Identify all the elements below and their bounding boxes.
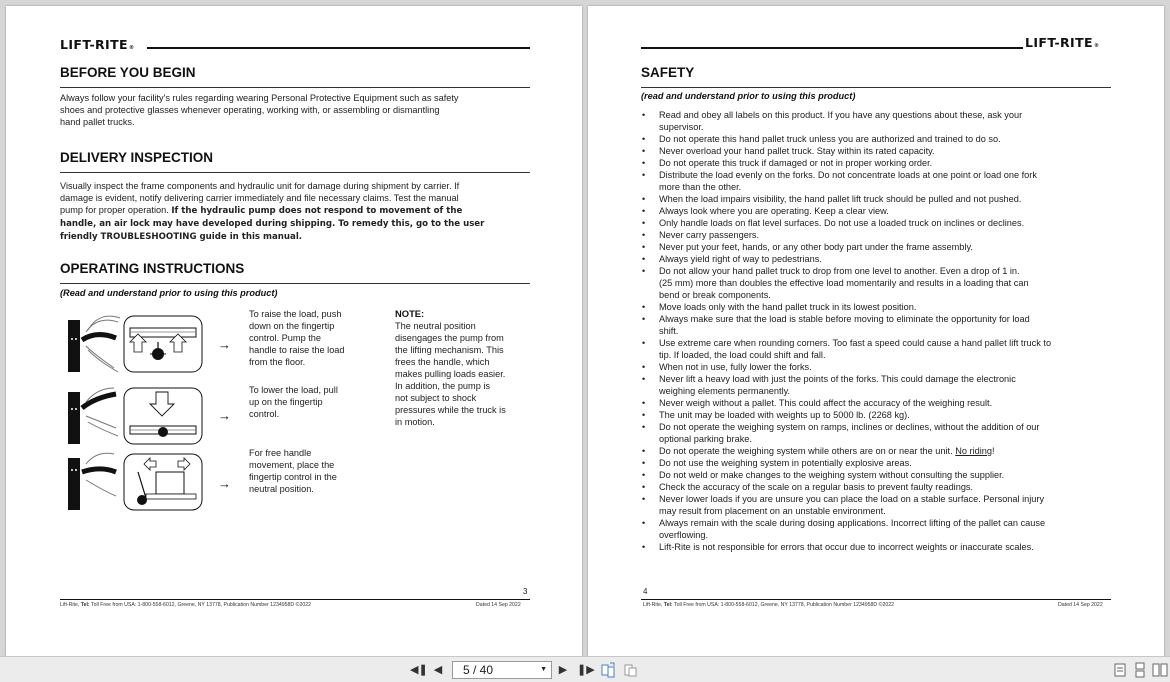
safety-item: • Do not allow your hand pallet truck to drop from one level to another. Even a drop of 1 in. (25 mm) more than doubles the effective load momentarily and results in a loading that can bend or break components. [641,265,1113,301]
section-rule [60,283,530,284]
safety-item: • Read and obey all labels on this product. If you have any questions about these, ask your supervisor. [641,109,1113,133]
brand-logo: LIFT-RITE® [60,37,135,52]
footer-info: Lift-Rite, Tel: Toll Free from USA: 1-800-558-6012, Greene, NY 13778, Publication Number 1234958D ©2022 [60,602,311,608]
page-header [60,36,530,50]
page-3 [6,6,582,656]
footer-date: Dated 14 Sep 2022 [1058,602,1103,608]
safety-item: • Do not weld or make changes to the weighing system without consulting the supplier. [641,469,1113,481]
lower-load-illustration [66,384,206,448]
last-page-icon[interactable]: ❚▶ [577,664,595,676]
safety-item: • Check the accuracy of the scale on a regular basis to prevent faulty readings. [641,481,1113,493]
safety-subtitle: (read and understand prior to using this product) [641,91,856,101]
footer-rule [641,599,1111,600]
safety-item: • Do not operate the weighing system on ramps, inclines or declines, without the addition of our optional parking brake. [641,421,1113,445]
raise-load-illustration [66,310,206,374]
operating-subtitle: (Read and understand prior to using this product) [60,288,278,298]
section-rule [60,172,530,173]
safety-item: • Do not operate this hand pallet truck unless you are authorized and trained to do so. [641,133,1113,145]
footer-rule [60,599,530,600]
safety-item: • Never weigh without a pallet. This could affect the accuracy of the weighing result. [641,397,1113,409]
safety-item: • Move loads only with the hand pallet truck in its lowest position. [641,301,1113,313]
previous-page-icon[interactable]: ◀ [433,664,443,676]
page-header [641,36,1111,50]
lower-load-instructions: To lower the load, pull up on the fingertip control. [249,385,338,419]
section-rule [641,87,1111,88]
header-rule [641,47,1023,49]
footer-info: Lift-Rite, Tel: Toll Free from USA: 1-800-558-6012, Greene, NY 13778, Publication Number 1234958D ©2022 [643,602,894,608]
free-handle-illustration [66,450,206,514]
header-rule [147,47,530,49]
two-page-view-icon[interactable] [600,662,616,678]
safety-list [641,109,1113,553]
safety-item-no-riding: • Do not operate the weighing system while others are on or near the unit. No riding! [641,445,1113,457]
safety-item: • Never lower loads if you are unsure you can place the load on a stable surface. Personal injury may result from placement on an unstable environment. [641,493,1113,517]
section-title-operating-instructions: OPERATING INSTRUCTIONS [60,261,245,276]
viewer-toolbar [0,656,1170,682]
single-layout-icon[interactable] [1112,662,1128,678]
arrow-right-icon: → [218,337,231,352]
before-you-begin-text: Always follow your facility's rules regarding wearing Personal Protective Equipment such as safety shoes and protective glasses whenever operating, working with, or assembling or dismantling hand pallet trucks. [60,93,459,127]
delivery-inspection-text: Visually inspect the frame components and hydraulic unit for damage during shipment by carrier. If damage is evident, notify delivering carrier immediately and file necessary claims. Test the manual pump for proper operation. If the hydraulic pump does not respond to movement of the handle, an air lock may have developed during shipping. To remedy this, go to the user friendly TROUBLESHOOTING guide in this manual. [60,181,485,242]
first-page-icon[interactable]: ◀❚ [410,664,428,676]
page-4 [588,6,1164,656]
single-page-view-icon[interactable] [622,662,638,678]
safety-item: • Never carry passengers. [641,229,1113,241]
chevron-down-icon: ▼ [540,666,547,673]
safety-item: • Do not use the weighing system in potentially explosive areas. [641,457,1113,469]
footer-date: Dated 14 Sep 2022 [476,602,521,608]
safety-item: • When not in use, fully lower the forks. [641,361,1113,373]
safety-item: • Do not operate this truck if damaged or not in proper working order. [641,157,1113,169]
safety-item: • Always remain with the scale during dosing applications. Incorrect lifting of the pallet can cause overflowing. [641,517,1113,541]
page-number: 3 [523,587,528,596]
safety-item: • Only handle loads on flat level surfaces. Do not use a loaded truck on inclines or declines. [641,217,1113,229]
facing-layout-icon[interactable] [1152,662,1168,678]
free-handle-instructions: For free handle movement, place the fingertip control in the neutral position. [249,448,337,494]
safety-item: • Never put your feet, hands, or any other body part under the frame assembly. [641,241,1113,253]
safety-item: • Never lift a heavy load with just the points of the forks. This could damage the electronic weighing elements permanently. [641,373,1113,397]
page-number-select[interactable]: 5 / 40 ▼ [452,661,552,679]
safety-item: • The unit may be loaded with weights up to 5000 lb. (2268 kg). [641,409,1113,421]
brand-logo: LIFT-RITE® [1025,35,1100,50]
note-text: The neutral position disengages the pump from the lifting mechanism. This frees the handle, which makes pulling loads easier. In addition, the pump is not subject to shock pressures while the truck is in motion. [395,321,506,427]
page-number: 4 [643,587,648,596]
safety-item: • Always yield right of way to pedestrians. [641,253,1113,265]
arrow-right-icon: → [218,476,231,491]
raise-load-instructions: To raise the load, push down on the fingertip control. Pump the handle to raise the load from the floor. [249,309,345,367]
safety-item: • Lift-Rite is not responsible for errors that occur due to incorrect weights or inaccurate scales. [641,541,1113,553]
section-title-delivery-inspection: DELIVERY INSPECTION [60,150,214,165]
safety-item: • Never overload your hand pallet truck. Stay within its rated capacity. [641,145,1113,157]
section-title-safety: SAFETY [641,65,695,80]
section-title-before-you-begin: BEFORE YOU BEGIN [60,65,196,80]
safety-item: • Always make sure that the load is stable before moving to eliminate the opportunity for load shift. [641,313,1113,337]
safety-item: • When the load impairs visibility, the hand pallet lift truck should be pulled and not pushed. [641,193,1113,205]
next-page-icon[interactable]: ▶ [558,664,568,676]
note-title: NOTE: [395,308,425,319]
arrow-right-icon: → [218,408,231,423]
safety-item: • Distribute the load evenly on the forks. Do not concentrate loads at one point or load one fork more than the other. [641,169,1113,193]
continuous-layout-icon[interactable] [1132,662,1148,678]
safety-item: • Use extreme care when rounding corners. Too fast a speed could cause a hand pallet lift truck to tip. If loaded, the load could shift and fall. [641,337,1113,361]
section-rule [60,87,530,88]
safety-item: • Always look where you are operating. Keep a clear view. [641,205,1113,217]
